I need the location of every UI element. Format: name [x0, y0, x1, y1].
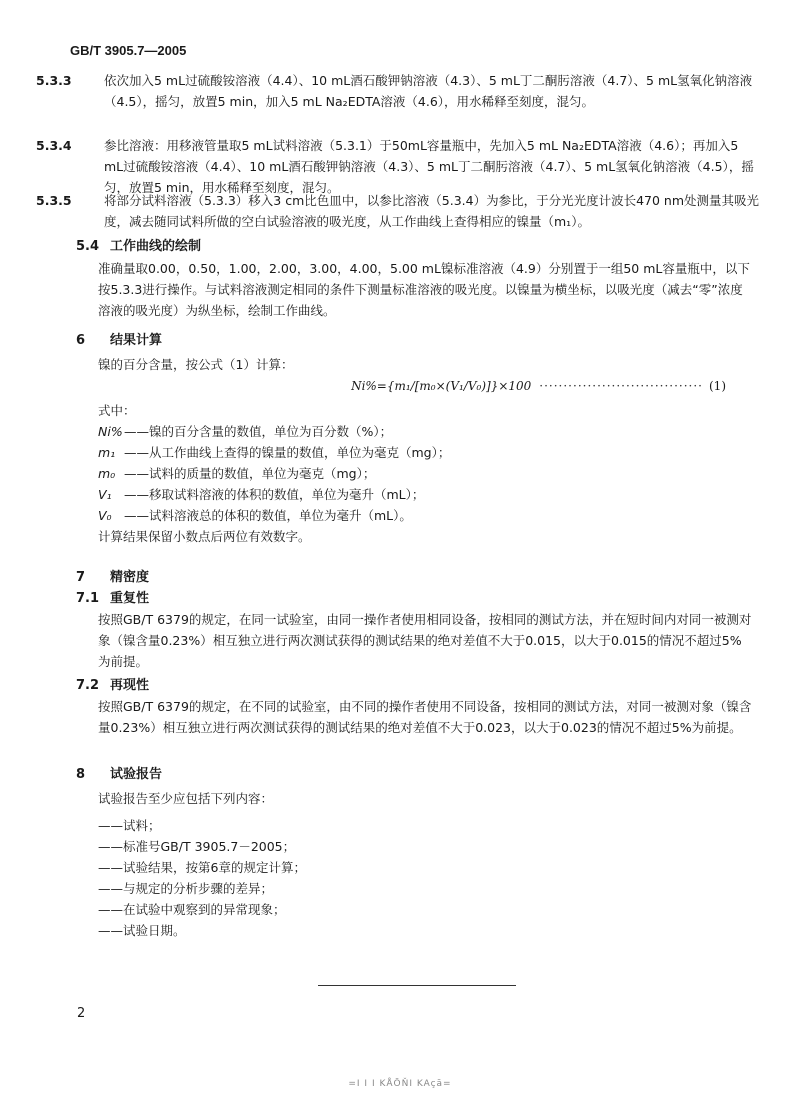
section-7-1-body: 按照GB/T 6379的规定，在同一试验室，由同一操作者使用相同设备，按相同的测试方法，并在短时间内对同一被测对象（镍含量0.23%）相互独立进行两次测试获得的测试结果的绝对差值不大于0.015，以大于0.015的情况不超过5%为前提。 — [98, 612, 752, 669]
variable-symbol: m₀ — [98, 466, 116, 481]
section-heading-6 — [76, 330, 162, 351]
watermark-text: =I I I KÅŌŇI KAçā= — [348, 1079, 452, 1089]
section-number: 5.4 — [76, 239, 100, 254]
clause-text: 参比溶液：用移液管量取5 mL试料溶液（5.3.1）于50mL容量瓶中，先加入5 mL Na₂EDTA溶液（4.6）；再加入5 mL过硫酸铵溶液（4.4）、10 mL酒石酸钾钠溶液（4.3）、5 mL丁二酮肟溶液（4.7）、5 mL氢氧化钠溶液（4.5），摇匀，放置5 min，用水稀释至刻度，混匀。 — [104, 138, 754, 195]
section-title: 工作曲线的绘制 — [110, 239, 202, 254]
rounding-note: 计算结果保留小数点后两位有效数字。 — [98, 529, 311, 544]
section-heading-7-2 — [76, 675, 149, 696]
variable-symbol: V₁ — [98, 487, 112, 502]
section-title: 试验报告 — [110, 767, 163, 782]
list-item: ——试料； — [98, 818, 161, 833]
clause-5-3-5 — [36, 190, 760, 232]
section-heading-7-1 — [76, 588, 149, 609]
list-item: ——与规定的分析步骤的差异； — [98, 881, 274, 896]
standard-number-header: GB/T 3905.7—2005 — [70, 43, 187, 58]
section-title: 再现性 — [110, 678, 150, 693]
section-number: 7.2 — [76, 678, 100, 693]
clause-5-3-4 — [36, 135, 760, 198]
variable-symbol: m₁ — [98, 445, 116, 460]
section-number: 6 — [76, 333, 86, 348]
formula-1 — [70, 376, 726, 397]
section-number: 8 — [76, 767, 86, 782]
section-heading-7 — [76, 567, 149, 588]
variable-description: ——试料的质量的数值，单位为毫克（mg）； — [124, 466, 376, 481]
section-heading-5-4 — [76, 236, 201, 257]
variable-symbol: V₀ — [98, 508, 112, 523]
clause-number: 5.3.3 — [36, 73, 72, 88]
list-item: ——试验结果，按第6章的规定计算； — [98, 860, 306, 875]
list-item: ——在试验中观察到的异常现象； — [98, 902, 286, 917]
variable-description: ——镍的百分含量的数值，单位为百分数（%）； — [124, 424, 393, 439]
formula-intro: 镍的百分含量，按公式（1）计算： — [98, 357, 294, 372]
clause-number: 5.3.5 — [36, 193, 72, 208]
clause-text: 将部分试料溶液（5.3.3）移入3 cm比色皿中，以参比溶液（5.3.4）为参比，于分光光度计波长470 nm处测量其吸光度，减去随同试料所做的空白试验溶液的吸光度，从工作曲线上查得相应的镍量（m₁）。 — [104, 193, 760, 229]
formula-expression: Ni%={m₁/[m₀×(V₁/V₀)]}×100 — [351, 379, 532, 393]
variable-m1 — [98, 442, 754, 463]
variable-m0 — [98, 463, 754, 484]
formula-number: (1) — [709, 379, 726, 393]
list-item: ——标准号GB/T 3905.7－2005； — [98, 839, 296, 854]
variable-v0 — [98, 505, 754, 526]
section-7-2-body: 按照GB/T 6379的规定，在不同的试验室，由不同的操作者使用不同设备，按相同的测试方法，对同一被测对象（镍含量0.23%）相互独立进行两次测试获得的测试结果的绝对差值不大于0.023，以大于0.023的情况不超过5%为前提。 — [98, 699, 752, 735]
section-number: 7.1 — [76, 591, 100, 606]
variable-description: ——从工作曲线上查得的镍量的数值，单位为毫克（mg）； — [124, 445, 451, 460]
variable-description: ——试料溶液总的体积的数值，单位为毫升（mL）。 — [124, 508, 412, 523]
variable-ni-percent — [98, 421, 754, 442]
variable-v1 — [98, 484, 754, 505]
formula-where-block — [70, 400, 754, 547]
where-label: 式中： — [98, 403, 136, 418]
clause-5-3-3 — [36, 70, 760, 112]
section-title: 重复性 — [110, 591, 150, 606]
page-number: 2 — [77, 1006, 86, 1021]
test-report-block — [70, 788, 754, 941]
clause-text: 依次加入5 mL过硫酸铵溶液（4.4）、10 mL酒石酸钾钠溶液（4.3）、5 mL丁二酮肟溶液（4.7）、5 mL氢氧化钠溶液（4.5），摇匀，放置5 min，加入5 mL Na₂EDTA溶液（4.6），用水稀释至刻度，混匀。 — [104, 73, 753, 109]
variable-description: ——移取试料溶液的体积的数值，单位为毫升（mL）； — [124, 487, 425, 502]
report-intro: 试验报告至少应包括下列内容： — [98, 791, 274, 806]
list-item: ——试验日期。 — [98, 923, 186, 938]
formula-leader: ·································· — [539, 379, 703, 393]
clause-number: 5.3.4 — [36, 138, 72, 153]
section-heading-8 — [76, 764, 162, 785]
section-title: 结果计算 — [110, 333, 163, 348]
end-rule — [318, 985, 516, 986]
section-number: 7 — [76, 570, 86, 585]
variable-symbol: Ni% — [98, 424, 123, 439]
section-5-4-body: 准确量取0.00，0.50，1.00，2.00，3.00，4.00，5.00 mL镍标准溶液（4.9）分别置于一组50 mL容量瓶中，以下按5.3.3进行操作。与试料溶液测定相同的条件下测量标准溶液的吸光度。以镍量为横坐标，以吸光度（减去“零”浓度溶液的吸光度）为纵坐标，绘制工作曲线。 — [98, 261, 750, 318]
section-title: 精密度 — [110, 570, 150, 585]
